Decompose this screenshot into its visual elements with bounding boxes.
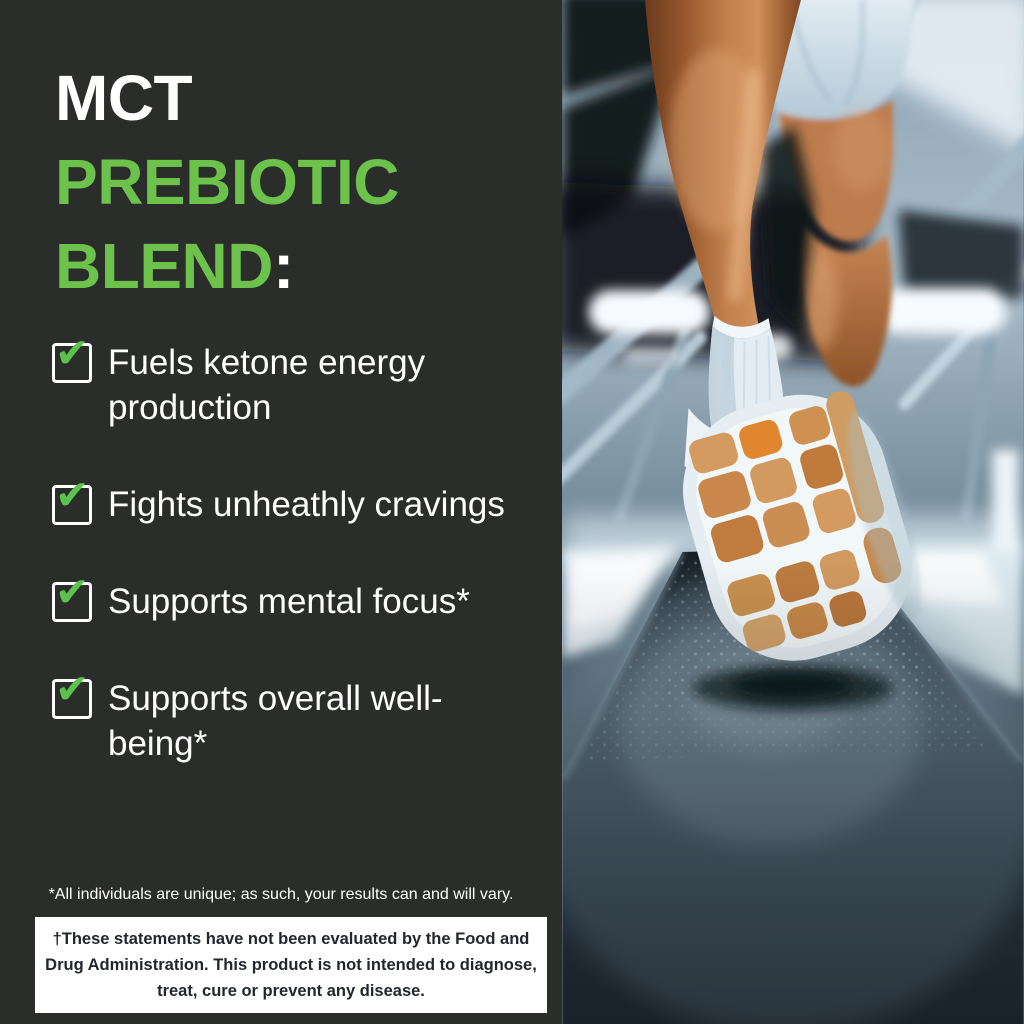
treadmill-photo-illustration: [562, 0, 1024, 1024]
checkbox-checked-icon: [52, 329, 92, 383]
fda-disclaimer-text: †These statements have not been evaluated by the Food and Drug Administration. This product is not intended to diagnose, treat, cure or prevent any disease.: [45, 930, 537, 1000]
checkbox-checked-icon: [52, 471, 92, 525]
checkbox-checked-icon: [52, 568, 92, 622]
benefit-item-3: [52, 568, 514, 624]
check-glyph: ✔: [55, 665, 90, 713]
page-title: [55, 56, 399, 308]
treadmill-runner-photo: [562, 0, 1024, 1024]
benefit-text: Fuels ketone energy production: [108, 343, 426, 427]
headline-line-prebiotic: PREBIOTIC: [55, 146, 399, 218]
fda-disclaimer-box: [35, 917, 547, 1013]
benefit-item-4: [52, 665, 514, 766]
headline-line-mct: MCT: [55, 62, 193, 134]
benefit-item-1: [52, 329, 514, 430]
headline-colon: :: [272, 230, 294, 302]
check-glyph: ✔: [55, 329, 90, 377]
headline-line-blend: [55, 224, 399, 308]
benefit-text: Supports overall well-being*: [108, 679, 443, 763]
checkbox-checked-icon: [52, 665, 92, 719]
check-glyph: ✔: [55, 568, 90, 616]
benefit-text: Fights unheathly cravings: [108, 485, 505, 524]
benefit-item-2: [52, 471, 514, 527]
benefit-text: Supports mental focus*: [108, 582, 470, 621]
check-glyph: ✔: [55, 471, 90, 519]
benefits-list: [52, 329, 514, 818]
results-vary-footnote: *All individuals are unique; as such, your results can and will vary.: [48, 886, 514, 903]
headline-blend-word: BLEND: [55, 230, 273, 302]
